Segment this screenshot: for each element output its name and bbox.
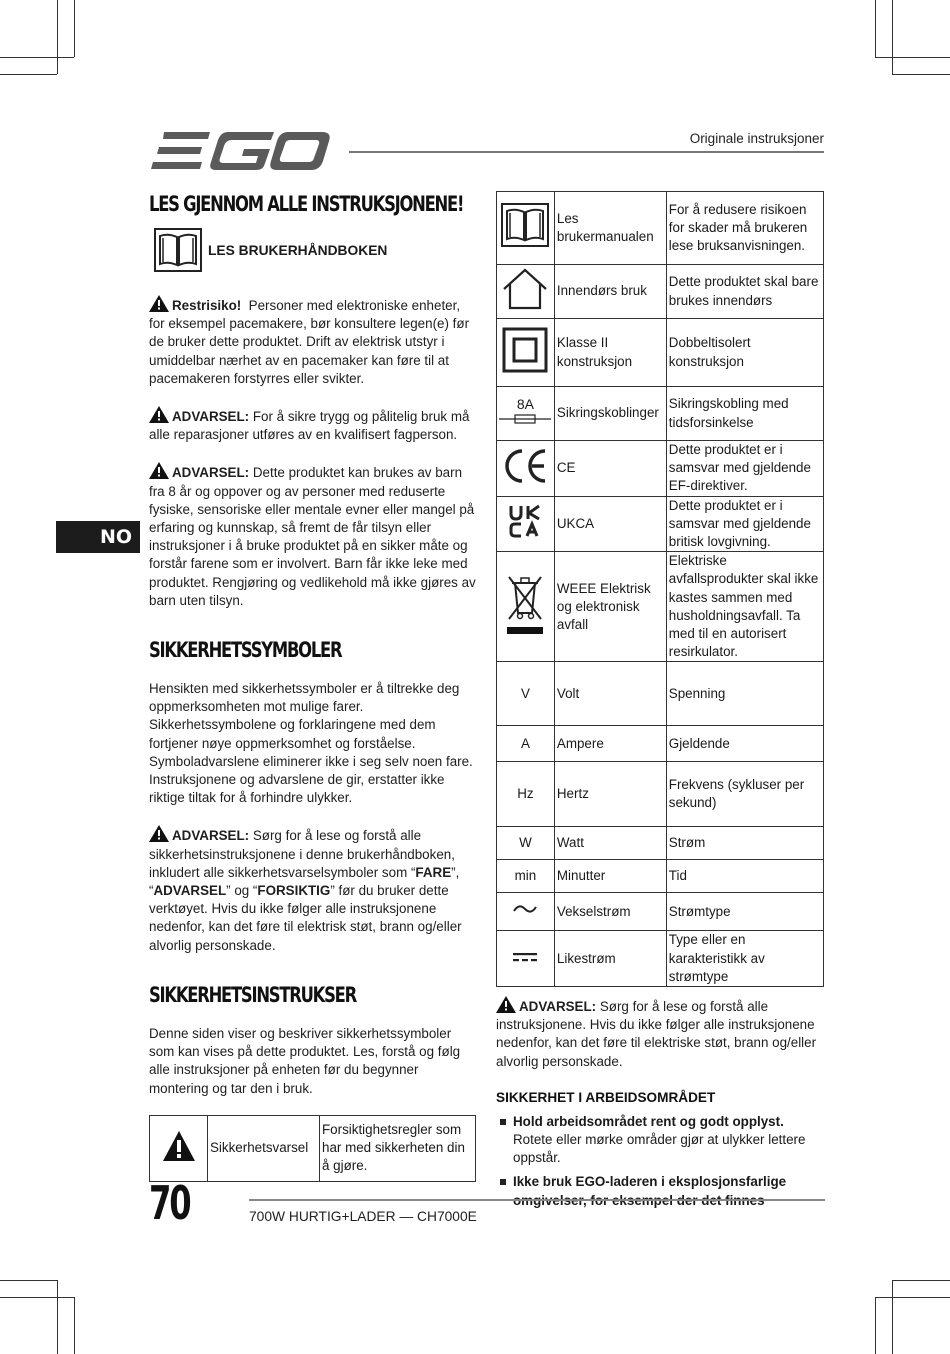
crop-mark: [892, 74, 950, 75]
crop-mark: [0, 1297, 74, 1298]
warning-label: ADVARSEL:: [519, 999, 597, 1015]
table-cell-symbol: [150, 1115, 208, 1181]
table-cell-symbol: [497, 860, 555, 893]
term-advarsel: ADVARSEL: [153, 883, 227, 899]
work-area-list: [496, 1113, 824, 1210]
table-cell-symbol: [497, 893, 555, 931]
page-number: 70: [149, 1176, 190, 1230]
warning-text: ” og “: [226, 883, 258, 899]
crop-mark: [57, 1280, 58, 1354]
crop-mark: [0, 74, 57, 75]
table-row: [497, 265, 824, 319]
symbol-text: V: [520, 685, 530, 701]
crop-mark: [875, 57, 950, 58]
crop-mark: [0, 57, 74, 58]
crop-mark: [74, 0, 75, 57]
warning-text: Sørg for å lese og forstå alle sikkerhetsinstruksjonene i denne brukerhåndboken, inkludert alle sikkerhetsvarselsymboler som “: [149, 828, 455, 880]
term-fare: FARE: [415, 864, 452, 880]
table-cell-symbol: [497, 726, 555, 762]
warning-icon: [162, 1129, 196, 1163]
table-cell-name: WEEE Elektrisk og elektronisk avfall: [554, 552, 666, 662]
crop-mark: [892, 0, 893, 74]
weee-icon: [503, 571, 547, 637]
warning-icon: [149, 406, 169, 423]
warning-paragraph: [496, 996, 824, 1071]
class-ii-icon: [502, 327, 548, 373]
heading-read-instructions: LES GJENNOM ALLE INSTRUKSJONENE!: [149, 192, 464, 216]
language-tab: NO: [56, 521, 140, 553]
ukca-icon: [508, 504, 542, 538]
table-row: [497, 931, 824, 987]
warning-icon: [149, 295, 169, 312]
table-cell-description: Type eller en karakteristikk av strømtype: [666, 931, 823, 987]
table-cell-symbol: [497, 192, 555, 265]
table-cell-name: Vekselstrøm: [554, 893, 666, 931]
symbol-text: Hz: [517, 786, 534, 802]
table-cell-name: Sikringskoblinger: [554, 387, 666, 441]
footer-product: 700W HURTIG+LADER — CH7000E: [249, 1209, 477, 1224]
fuse-icon: [497, 396, 554, 430]
book-icon: [154, 228, 202, 272]
table-cell-name: Innendørs bruk: [554, 265, 666, 319]
table-cell-description: Dette produktet skal bare brukes innendørs: [666, 265, 823, 319]
bullet-text: Rotete eller mørke områder gjør at ulykker lettere oppstår.: [513, 1132, 806, 1166]
footer-rule: [249, 1199, 825, 1201]
table-cell-description: Elektriske avfallsprodukter skal ikke kastes sammen med husholdningsavfall. Ta med til en autorisert resirkulator.: [666, 552, 823, 662]
table-cell-symbol: [497, 319, 555, 387]
table-row: [150, 1115, 476, 1181]
warning-paragraph: [149, 825, 479, 954]
crop-mark: [0, 1280, 57, 1281]
table-cell-description: Dette produktet er i samsvar med gjeldende britisk lovgivning.: [666, 496, 823, 552]
warning-icon: [149, 825, 169, 842]
table-cell-description: Tid: [666, 860, 823, 893]
safety-alert-table: [149, 1115, 476, 1182]
table-cell-name: UKCA: [554, 496, 666, 552]
table-cell-symbol: [497, 827, 555, 860]
book-icon: [501, 203, 549, 247]
table-cell-name: Minutter: [554, 860, 666, 893]
crop-mark: [875, 1297, 950, 1298]
instructions-paragraph: Denne siden viser og beskriver sikkerhetssymboler som kan vises på dette produktet. Les, forstå og følg alle instruksjoner på enheten før du begynner montering og tar den i bruk.: [149, 1025, 461, 1096]
table-row: [497, 827, 824, 860]
symbols-paragraph: Hensikten med sikkerhetssymboler er å tiltrekke deg oppmerksomheten mot mulige farer. Sikkerhetssymbolene og forklaringene med dem fortjener nøye oppmerksomhet og forståelse. Symboladvarslene eliminerer ikke i seg selv noen fare. Instruksjonene og advarslene de gir, erstatter ikke riktige tiltak for å forhindre ulykker.: [149, 681, 473, 806]
warning-icon: [496, 996, 516, 1013]
table-cell-name: Hertz: [554, 762, 666, 827]
table-cell-description: Sikringskobling med tidsforsinkelse: [666, 387, 823, 441]
table-cell-symbol: [497, 552, 555, 662]
table-cell-symbol: [497, 496, 555, 552]
house-icon: [501, 267, 549, 311]
table-row: [497, 662, 824, 726]
warning-text: ” før du bruker dette verktøyet. Hvis du ikke følger alle instruksjonene nedenfor, kan det føre til elektrisk støt, brann og/eller alvorlig personskade.: [149, 883, 462, 953]
warning-text: ”, “: [149, 864, 460, 899]
table-cell-description: Spenning: [666, 662, 823, 726]
warning-paragraph: [149, 462, 479, 610]
warning-label: ADVARSEL:: [172, 409, 250, 425]
left-column: [149, 192, 479, 1182]
table-row: [497, 441, 824, 497]
bullet-bold: Ikke bruk EGO-laderen i eksplosjonsfarlige: [513, 1174, 787, 1190]
table-cell-symbol: [497, 762, 555, 827]
table-row: [497, 387, 824, 441]
heading-safety-symbols: SIKKERHETSSYMBOLER: [149, 638, 342, 663]
fuse-rating: 8A: [516, 396, 534, 413]
table-cell-name: Likestrøm: [554, 931, 666, 987]
table-cell-description: Dobbeltisolert konstruksjon: [666, 319, 823, 387]
warning-icon: [149, 462, 169, 479]
table-cell-symbol: [497, 931, 555, 987]
symbol-text: A: [520, 735, 530, 751]
heading-work-area: SIKKERHET I ARBEIDSOMRÅDET: [496, 1089, 716, 1105]
table-cell-symbol: [497, 387, 555, 441]
crop-mark: [892, 1280, 950, 1281]
warning-label: ADVARSEL:: [172, 465, 250, 481]
table-cell-description: For å redusere risikoen for skader må brukeren lese bruksanvisningen.: [666, 192, 823, 265]
table-cell-name: Volt: [554, 662, 666, 726]
list-item: [496, 1113, 824, 1168]
table-row: [497, 552, 824, 662]
crop-mark: [57, 0, 58, 74]
right-column: [496, 191, 824, 1216]
table-cell-name: Ampere: [554, 726, 666, 762]
bullet-bold: Hold arbeidsområdet rent og godt opplyst.: [513, 1113, 784, 1129]
table-cell-symbol: [497, 441, 555, 497]
residual-risk-paragraph: [149, 295, 479, 388]
table-cell-name: Les brukermanualen: [554, 192, 666, 265]
warning-text: For å sikre trygg og pålitelig bruk må alle reparasjoner utføres av en kvalifisert fagperson.: [149, 409, 470, 443]
table-cell-name: Klasse II konstruksjon: [554, 319, 666, 387]
header-rule: [349, 151, 824, 153]
table-cell-symbol: [497, 662, 555, 726]
table-cell-description: Strømtype: [666, 893, 823, 931]
dc-icon: [513, 951, 537, 963]
table-cell-description: Gjeldende: [666, 726, 823, 762]
table-cell-description: Strøm: [666, 827, 823, 860]
warning-label: ADVARSEL:: [172, 828, 250, 844]
table-cell-symbol: [497, 265, 555, 319]
table-cell-description: Dette produktet er i samsvar med gjeldende EF-direktiver.: [666, 441, 823, 497]
read-manual-row: [154, 228, 479, 272]
table-cell-name: Watt: [554, 827, 666, 860]
table-row: [497, 319, 824, 387]
header-title: Originale instruksjoner: [689, 131, 824, 146]
list-item: [496, 1173, 824, 1209]
table-row: [497, 726, 824, 762]
table-row: [497, 860, 824, 893]
ego-logo: [150, 130, 332, 172]
fuse-symbol: [499, 412, 551, 430]
symbol-table: [496, 191, 824, 987]
table-row: [497, 762, 824, 827]
heading-safety-instructions: SIKKERHETSINSTRUKSER: [149, 982, 356, 1007]
table-cell-description: Frekvens (sykluser per sekund): [666, 762, 823, 827]
symbol-text: W: [519, 835, 532, 851]
crop-mark: [74, 1297, 75, 1354]
term-forsiktig: FORSIKTIG: [257, 883, 331, 899]
crop-mark: [892, 1280, 893, 1354]
warning-text: Dette produktet kan brukes av barn fra 8 år og oppover og av personer med reduserte fysiske, sensoriske eller mentale evner eller mangel på erfaring og kunnskap, så fremt de får tilsyn eller instruksjoner i å bruke produktet på en sikker måte og forstår farene som er involvert. Barn får ikke leke med produktet. Rengjøring og vedlikehold må ikke gjøres av barn uten tilsyn.: [149, 465, 476, 608]
crop-mark: [875, 0, 876, 57]
table-cell-description: Forsiktighetsregler som har med sikkerheten din å gjøre.: [320, 1115, 476, 1181]
table-cell-name: CE: [554, 441, 666, 497]
symbol-text: min: [514, 868, 537, 884]
table-row: [497, 192, 824, 265]
warning-paragraph: [149, 406, 479, 444]
ac-icon: [512, 902, 538, 916]
warning-text: Sørg for å lese og forstå alle instruksjonene. Hvis du ikke følger alle instruksjonene nedenfor, kan det føre til elektriske støt, brann og/eller alvorlig personskade.: [496, 999, 817, 1069]
table-row: [497, 496, 824, 552]
crop-mark: [875, 1297, 876, 1354]
ce-icon: [502, 448, 548, 484]
residual-risk-text: Personer med elektroniske enheter, for eksempel pacemakere, bør konsultere legen(e) før de bruker dette produktet. Drift av elektrisk utstyr i umiddelbar nærhet av en pacemaker kan føre til at pacemakeren forstyrres eller svikter.: [149, 298, 470, 386]
read-manual-label: LES BRUKERHÅNDBOKEN: [208, 242, 388, 258]
table-row: [497, 893, 824, 931]
residual-risk-label: Restrisiko!: [172, 298, 242, 313]
table-cell-name: Sikkerhetsvarsel: [208, 1115, 320, 1181]
